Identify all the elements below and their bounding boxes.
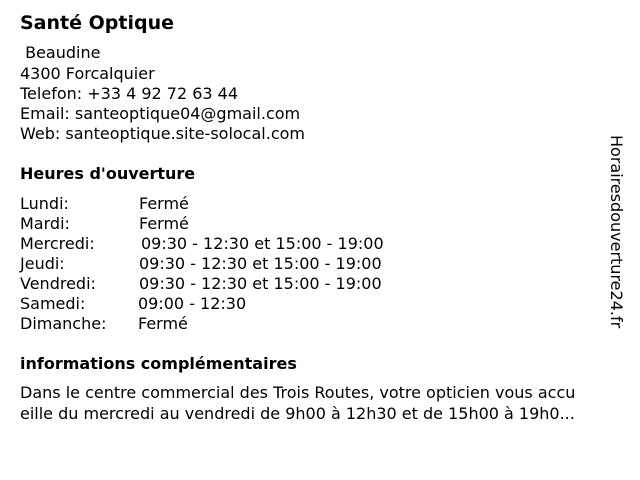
info-text-line-2: eille du mercredi au vendredi de 9h00 à 12h30 et de 15h00 à 19h0... — [20, 404, 575, 423]
day-hours-thursday: 09:30 - 12:30 et 15:00 - 19:00 — [139, 254, 382, 273]
day-label-friday: Vendredi: — [20, 274, 96, 293]
day-hours-monday: Fermé — [139, 194, 189, 213]
day-hours-friday: 09:30 - 12:30 et 15:00 - 19:00 — [139, 274, 382, 293]
hours-heading: Heures d'ouverture — [20, 164, 196, 183]
day-hours-wednesday: 09:30 - 12:30 et 15:00 - 19:00 — [141, 234, 384, 253]
day-label-saturday: Samedi: — [20, 294, 86, 313]
day-hours-saturday: 09:00 - 12:30 — [138, 294, 247, 313]
day-label-wednesday: Mercredi: — [20, 234, 95, 253]
day-label-thursday: Jeudi: — [20, 254, 65, 273]
web-line: Web: santeoptique.site-solocal.com — [20, 124, 305, 143]
day-hours-tuesday: Fermé — [139, 214, 189, 233]
day-label-tuesday: Mardi: — [20, 214, 70, 233]
email-line: Email: santeoptique04@gmail.com — [20, 104, 301, 123]
day-label-sunday: Dimanche: — [20, 314, 107, 333]
phone-line: Telefon: +33 4 92 72 63 44 — [20, 84, 239, 103]
info-text-line-1: Dans le centre commercial des Trois Routes, votre opticien vous accu — [20, 383, 576, 402]
day-label-monday: Lundi: — [20, 194, 69, 213]
info-heading: informations complémentaires — [20, 354, 297, 373]
address-city: 4300 Forcalquier — [20, 64, 155, 83]
site-brand-vertical: Horairesdouverture24.fr — [607, 135, 626, 329]
address-street: Beaudine — [20, 43, 101, 62]
day-hours-sunday: Fermé — [138, 314, 188, 333]
business-name: Santé Optique — [20, 12, 174, 34]
